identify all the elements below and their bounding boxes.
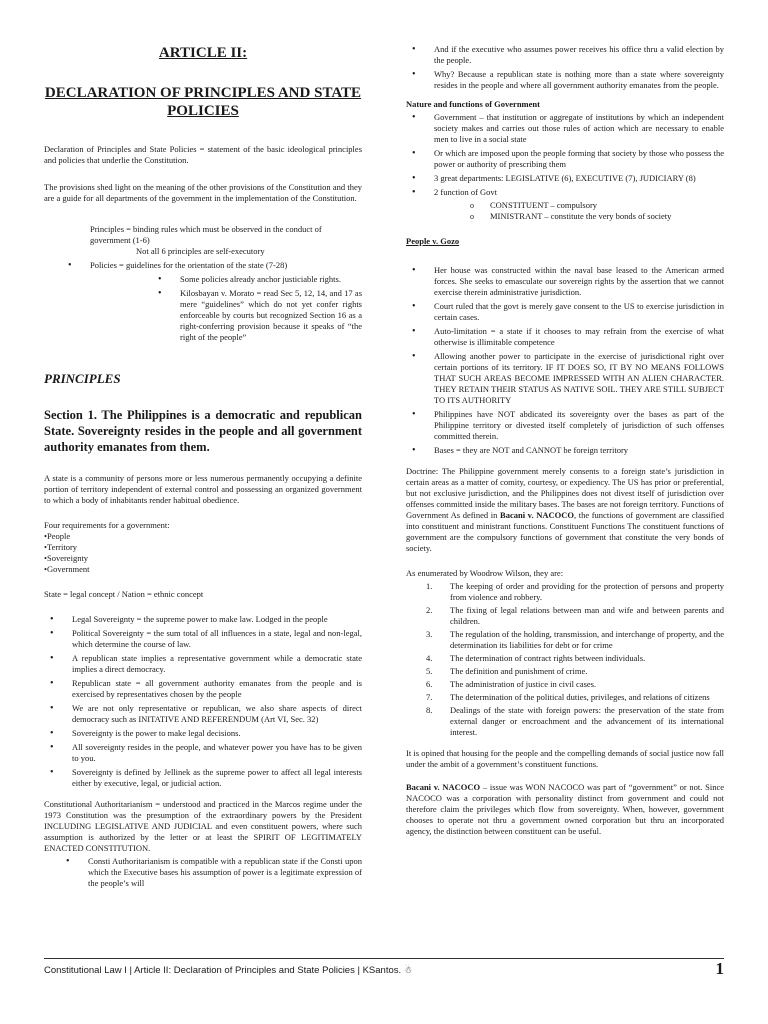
list-item: • A republican state implies a representative government while a democratic state implies a direct democracy. [72,653,362,675]
requirement-item: •Territory [44,542,78,552]
list-item: • Sovereignty is defined by Jellinek as the supreme power to affect all legal interests either by executive, legal, or judicial action. [72,767,362,789]
footer-text: Constitutional Law I | Article II: Declaration of Principles and State Policies | KSantos. ☃ [44,965,413,976]
list-number: 6. [426,679,433,689]
doctrine-paragraph [406,466,724,554]
list-number: 1. [426,581,433,591]
list-item [426,666,724,677]
list-number: 8. [426,705,433,715]
left-column [44,44,362,892]
list-item [426,692,724,703]
list-number: 4. [426,653,433,663]
bacani-text: – issue was WON NACOCO was part of “government” or not. Since NACOCO was a corporation with personality distinct from government and could not therefore claim the privileges which flow from sovereignty. When, however, government chooses to operate not thru a government owned corporation but thru an incorporated agency, the distinction between constituent can be useful. [406,782,724,836]
policies-list [44,260,362,271]
housing-paragraph: It is opined that housing for the people and the compelling demands of social justice now fall under the ambit of a government’s constituent functions. [406,748,724,769]
list-number: 5. [426,666,433,676]
page-number: 1 [715,959,724,978]
list-item: • 3 great departments: LEGISLATIVE (6), EXECUTIVE (7), JUDICIARY (8) [434,173,724,184]
right-column [406,44,724,837]
list-item [434,187,724,222]
list-item: • We are not only representative or republican, we also share aspects of direct democracy such as INITATIVE AND REFERENDUM (Art VI, Sec. 32) [72,703,362,725]
bacani-paragraph [406,782,724,837]
list-item: • Some policies already anchor justiciable rights. [180,274,362,285]
case-citation: Bacani v. NACOCO [406,782,481,792]
policies-sublist [44,274,362,343]
list-item: o CONSTITUENT – compulsory [490,200,724,211]
sovereignty-list [44,614,362,789]
list-item: • Allowing another power to participate in the exercise of jurisdictional right over certain portions of its territory. IF IT DOES SO, IT BY NO MEANS FOLLOWS THAT SUCH AREAS BECOME IMPRESSED WITH AN ALIEN CHARACTER. THEY RETAIN THEIR STATUS AS NATIVE SOIL. THEY ARE STILL SUBJECT TO ITS AUTHORITY [434,351,724,406]
principles-note: Not all 6 principles are self-executory [136,246,265,256]
list-item: • Philippines have NOT abdicated its sovereignty over the bases as part of the Philippine territory or divested itself completely of jurisdiction of such offenses committed therein. [434,409,724,442]
state-nation-note: State = legal concept / Nation = ethnic concept [44,589,204,599]
case-list [406,265,724,456]
list-item [426,629,724,651]
functions-label: 2 function of Govt [434,187,498,197]
list-item: • Kilosbayan v. Morato = read Sec 5, 12, 14, and 17 as mere “guidelines” which do not yet confer rights enforceable by courts but recognized Section 16 as a right-conferring provision because it speaks of “the right of the people” [180,288,362,343]
nature-functions-list [406,112,724,222]
list-item: • Republican state = all government authority emanates from the people and is exercised by representatives chosen by the people [72,678,362,700]
list-item: • And if the executive who assumes power receives his office thru a valid election by the people. [434,44,724,66]
list-item: • Bases = they are NOT and CANNOT be foreign territory [434,445,724,456]
wilson-intro: As enumerated by Woodrow Wilson, they are: [406,568,564,578]
principles-heading: PRINCIPLES [44,371,121,386]
list-item [426,605,724,627]
list-item-text: The determination of contract rights between individuals. [450,653,646,663]
list-item [426,705,724,738]
constitutional-authoritarianism: Constitutional Authoritarianism = understood and practiced in the Marcos regime under the 1973 Constitution was the presumption of the extraordinary powers by the President INCLUDING LEGISLATIVE AND JUDICIAL and even constituent powers, where such assumption is authorized by the letter or at least the SPIRIT OF LEGITIMATELY ENACTED CONSTITUTION. [44,799,362,853]
list-item: • Auto-limitation = a state if it chooses to may refrain from the exercise of what otherwise is illimitable competence [434,326,724,348]
list-number: 3. [426,629,433,639]
intro-paragraph: Declaration of Principles and State Policies = statement of the basic ideological principles and policies that underlie the Constitution. [44,144,362,165]
list-item [426,581,724,603]
functions-sublist [434,200,724,222]
doctrine-text-continued: , the functions of government are classified into constituent and ministrant functions. Constituent Functions The constituent functions of government are the compulsory functions of government that constitute the very bonds of society. [406,510,724,553]
list-item-text: The administration of justice in civil cases. [450,679,597,689]
policies-definition: Policies = guidelines for the orientation of the state (7-28) [90,260,288,270]
case-heading: People v. Gozo [406,236,460,246]
list-item: • Sovereignty is the power to make legal decisions. [72,728,362,739]
doctrine-text: Doctrine: The Philippine government merely consents to a foreign state’s jurisdiction in certain areas as a matter of comity, courtesy, or expediency. The US has prior or preferential, but not exclusive jurisdiction, and the Philippines does not divest itself of jurisdiction over offenses committed inside the military bases. The bases are not foreign territory. Functions of Government As defined in [406,466,724,520]
page-footer [44,958,724,978]
list-item: • Why? Because a republican state is nothing more than a state where sovereignty resides in the people and where all government authority emanates from the people. [434,69,724,91]
list-item [426,679,724,690]
const-auth-sublist [44,856,362,889]
list-item [90,260,362,271]
requirement-item: •Government [44,564,90,574]
article-title: ARTICLE II: [158,45,248,61]
list-item [426,653,724,664]
list-item: • Court ruled that the govt is merely gave consent to the US to exercise jurisdiction in certain cases. [434,301,724,323]
requirement-item: •Sovereignty [44,553,89,563]
intro-paragraph-2: The provisions shed light on the meaning of the other provisions of the Constitution and they are a guide for all departments of the government in the implementation of the Constitution. [44,182,362,203]
list-item: • Or which are imposed upon the people forming that society by those who possess the power or authority of prescribing them [434,148,724,170]
list-item-text: The definition and punishment of crime. [450,666,588,676]
list-item-text: Dealings of the state with foreign powers: the preservation of the state from external danger or encroachment and the advancement of its international interest. [450,705,724,737]
list-item: • Political Sovereignty = the sum total of all influences in a state, legal and non-legal, which determine the course of law. [72,628,362,650]
list-item-text: The regulation of the holding, transmission, and interchange of property, and the determination its liabilities for debt or for crime [450,629,724,650]
list-item-text: The determination of the political duties, privileges, and relations of citizens [450,692,710,702]
principles-definition: Principles = binding rules which must be observed in the conduct of government (1-6) [90,224,322,245]
requirement-item: •People [44,531,71,541]
section-1-text: Section 1. The Philippines is a democratic and republican State. Sovereignty resides in the people and all government authority emanates from them. [44,408,362,454]
list-number: 2. [426,605,433,615]
list-number: 7. [426,692,433,702]
list-item: • Government – that institution or aggregate of institutions by which an independent society makes and carries out those rules of action which are necessary to enable men to live in a social state [434,112,724,145]
list-item-text: The keeping of order and providing for the protection of persons and property from violence and robbery. [450,581,724,602]
list-item: • Her house was constructed within the naval base leased to the American armed forces. She seeks to emasculate our sovereign rights by the assertion that we cannot exercise therein administrative jurisdiction. [434,265,724,298]
list-item-text: The fixing of legal relations between man and wife and between parents and children. [450,605,724,626]
list-item: o MINISTRANT – constitute the very bonds of society [490,211,724,222]
four-requirements-title: Four requirements for a government: [44,520,170,530]
nature-functions-heading: Nature and functions of Government [406,99,540,109]
case-citation: Bacani v. NACOCO [500,510,574,520]
republic-list [406,44,724,91]
wilson-list [406,581,724,738]
list-item: • Consti Authoritarianism is compatible with a republican state if the Consti upon which the Executive bases his assumption of power is a legitimate expression of the people’s will [88,856,362,889]
list-item: • All sovereignty resides in the people, and whatever power you have has to be given to you. [72,742,362,764]
article-subtitle: DECLARATION OF PRINCIPLES AND STATE POLICIES [44,85,362,119]
state-definition: A state is a community of persons more or less numerous permanently occupying a definite portion of territory independent of external control and possessing an organized government to which a body of inhabitants render habitual obedience. [44,473,362,505]
list-item: • Legal Sovereignty = the supreme power to make law. Lodged in the people [72,614,362,625]
